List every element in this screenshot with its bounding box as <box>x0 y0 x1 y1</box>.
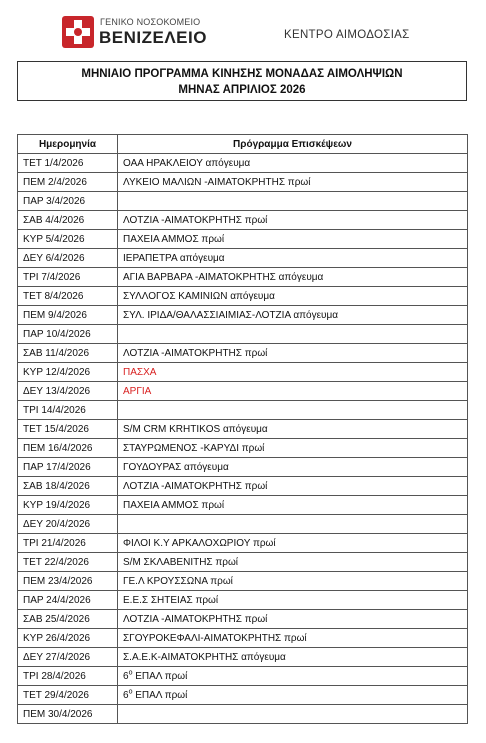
row-program: S/M CRM KRHTIKOS απόγευμα <box>118 420 468 439</box>
table-row <box>18 477 468 496</box>
row-date: ΠΕΜ 16/4/2026 <box>18 439 118 458</box>
row-program: ΛΟΤΖΙΑ -ΑΙΜΑΤΟΚΡΗΤΗΣ πρωί <box>118 477 468 496</box>
row-program <box>118 705 468 724</box>
row-program <box>118 325 468 344</box>
document-title <box>17 61 467 101</box>
row-program: ΓΟΥΔΟΥΡΑΣ απόγευμα <box>118 458 468 477</box>
hospital-logo <box>60 14 210 52</box>
row-program: ΟΑΑ ΗΡΑΚΛΕΙΟΥ απόγευμα <box>118 154 468 173</box>
row-program: ΣΤΑΥΡΩΜΕΝΟΣ -ΚΑΡΥΔΙ πρωί <box>118 439 468 458</box>
table-row <box>18 287 468 306</box>
row-program: Σ.Α.Ε.Κ-ΑΙΜΑΤΟΚΡΗΤΗΣ απόγευμα <box>118 648 468 667</box>
row-date: ΚΥΡ 19/4/2026 <box>18 496 118 515</box>
row-program: Ε.Ε.Σ ΣΗΤΕΙΑΣ πρωί <box>118 591 468 610</box>
table-row <box>18 496 468 515</box>
row-program: ΛΟΤΖΙΑ -ΑΙΜΑΤΟΚΡΗΤΗΣ πρωί <box>118 211 468 230</box>
row-program: ΠΑΣΧΑ <box>118 363 468 382</box>
table-row <box>18 306 468 325</box>
table-row <box>18 534 468 553</box>
row-date: ΔΕΥ 6/4/2026 <box>18 249 118 268</box>
row-program: ΓΕ.Λ ΚΡΟΥΣΣΩΝΑ πρωί <box>118 572 468 591</box>
row-program: ΣΓΟΥΡΟΚΕΦΑΛΙ-ΑΙΜΑΤΟΚΡΗΤΗΣ πρωί <box>118 629 468 648</box>
table-row <box>18 591 468 610</box>
row-date: ΣΑΒ 18/4/2026 <box>18 477 118 496</box>
row-date: ΤΡΙ 14/4/2026 <box>18 401 118 420</box>
table-header-row <box>18 135 468 154</box>
table-row <box>18 344 468 363</box>
row-program: ΠΑΧΕΙΑ ΑΜΜΟΣ πρωί <box>118 496 468 515</box>
table-row <box>18 401 468 420</box>
row-program: ΑΓΙΑ ΒΑΡΒΑΡΑ -ΑΙΜΑΤΟΚΡΗΤΗΣ απόγευμα <box>118 268 468 287</box>
row-program <box>118 192 468 211</box>
row-date: ΣΑΒ 11/4/2026 <box>18 344 118 363</box>
row-date: ΤΕΤ 1/4/2026 <box>18 154 118 173</box>
row-date: ΠΕΜ 2/4/2026 <box>18 173 118 192</box>
row-date: ΚΥΡ 12/4/2026 <box>18 363 118 382</box>
row-program: ΙΕΡΑΠΕΤΡΑ απόγευμα <box>118 249 468 268</box>
table-row <box>18 610 468 629</box>
row-date: ΔΕΥ 20/4/2026 <box>18 515 118 534</box>
row-date: ΠΑΡ 24/4/2026 <box>18 591 118 610</box>
logo-name: ΒΕΝΙΖΕΛΕΙΟ <box>99 28 207 47</box>
table-row <box>18 515 468 534</box>
table-row <box>18 192 468 211</box>
row-program <box>118 401 468 420</box>
row-program: ΛΟΤΖΙΑ -ΑΙΜΑΤΟΚΡΗΤΗΣ πρωί <box>118 344 468 363</box>
header-program: Πρόγραμμα Επισκέψεων <box>118 135 468 154</box>
center-name: ΚΕΝΤΡΟ ΑΙΜΟΔΟΣΙΑΣ <box>284 29 410 41</box>
table-row <box>18 363 468 382</box>
row-date: ΤΕΤ 8/4/2026 <box>18 287 118 306</box>
title-line-1: ΜΗΝΙΑΙΟ ΠΡΟΓΡΑΜΜΑ ΚΙΝΗΣΗΣ ΜΟΝΑΔΑΣ ΑΙΜΟΛΗΨΙΩΝ <box>81 68 403 80</box>
row-date: ΚΥΡ 26/4/2026 <box>18 629 118 648</box>
row-date: ΤΡΙ 28/4/2026 <box>18 667 118 686</box>
row-program: ΣΥΛΛΟΓΟΣ ΚΑΜΙΝΙΩΝ απόγευμα <box>118 287 468 306</box>
row-program: ΛΟΤΖΙΑ -ΑΙΜΑΤΟΚΡΗΤΗΣ πρωί <box>118 610 468 629</box>
row-date: ΠΕΜ 23/4/2026 <box>18 572 118 591</box>
table-row <box>18 686 468 705</box>
row-date: ΠΑΡ 10/4/2026 <box>18 325 118 344</box>
row-program: ΣΥΛ. ΙΡΙΔΑ/ΘΑΛΑΣΣΙΑΙΜΙΑΣ-ΛΟΤΖΙΑ απόγευμα <box>118 306 468 325</box>
table-row <box>18 705 468 724</box>
row-date: ΤΡΙ 21/4/2026 <box>18 534 118 553</box>
row-date: ΤΕΤ 22/4/2026 <box>18 553 118 572</box>
table-row <box>18 154 468 173</box>
header-date: Ημερομηνία <box>18 135 118 154</box>
row-date: ΠΑΡ 17/4/2026 <box>18 458 118 477</box>
table-row <box>18 249 468 268</box>
row-date: ΠΑΡ 3/4/2026 <box>18 192 118 211</box>
row-program: ΦΙΛΟΙ Κ.Υ ΑΡΚΑΛΟΧΩΡΙΟΥ πρωί <box>118 534 468 553</box>
row-program: ΛΥΚΕΙΟ ΜΑΛΙΩΝ -ΑΙΜΑΤΟΚΡΗΤΗΣ πρωί <box>118 173 468 192</box>
row-date: ΣΑΒ 25/4/2026 <box>18 610 118 629</box>
logo-subtitle: ΓΕΝΙΚΟ ΝΟΣΟΚΟΜΕΙΟ <box>100 17 201 27</box>
title-line-2: ΜΗΝΑΣ ΑΠΡΙΛΙΟΣ 2026 <box>178 84 306 96</box>
hospital-cross-icon <box>60 14 96 50</box>
table-row <box>18 211 468 230</box>
table-row <box>18 268 468 287</box>
table-row <box>18 667 468 686</box>
row-date: ΤΡΙ 7/4/2026 <box>18 268 118 287</box>
row-program: $6^o$ ΕΠΑΛ πρωί <box>118 667 468 686</box>
table-row <box>18 420 468 439</box>
row-date: ΣΑΒ 4/4/2026 <box>18 211 118 230</box>
table-row <box>18 458 468 477</box>
table-row <box>18 553 468 572</box>
row-date: ΤΕΤ 15/4/2026 <box>18 420 118 439</box>
row-program <box>118 515 468 534</box>
row-date: ΤΕΤ 29/4/2026 <box>18 686 118 705</box>
table-row <box>18 439 468 458</box>
table-row <box>18 648 468 667</box>
row-program: S/M ΣΚΛΑΒΕΝΙΤΗΣ πρωί <box>118 553 468 572</box>
row-date: ΚΥΡ 5/4/2026 <box>18 230 118 249</box>
row-date: ΠΕΜ 9/4/2026 <box>18 306 118 325</box>
row-date: ΔΕΥ 13/4/2026 <box>18 382 118 401</box>
table-row <box>18 325 468 344</box>
table-row <box>18 173 468 192</box>
row-program: ΠΑΧΕΙΑ ΑΜΜΟΣ πρωί <box>118 230 468 249</box>
table-row <box>18 230 468 249</box>
table-row <box>18 629 468 648</box>
row-program: $6^o$ ΕΠΑΛ πρωί <box>118 686 468 705</box>
row-date: ΔΕΥ 27/4/2026 <box>18 648 118 667</box>
table-row <box>18 382 468 401</box>
schedule-table <box>17 134 468 724</box>
row-program: ΑΡΓΙΑ <box>118 382 468 401</box>
table-row <box>18 572 468 591</box>
row-date: ΠΕΜ 30/4/2026 <box>18 705 118 724</box>
